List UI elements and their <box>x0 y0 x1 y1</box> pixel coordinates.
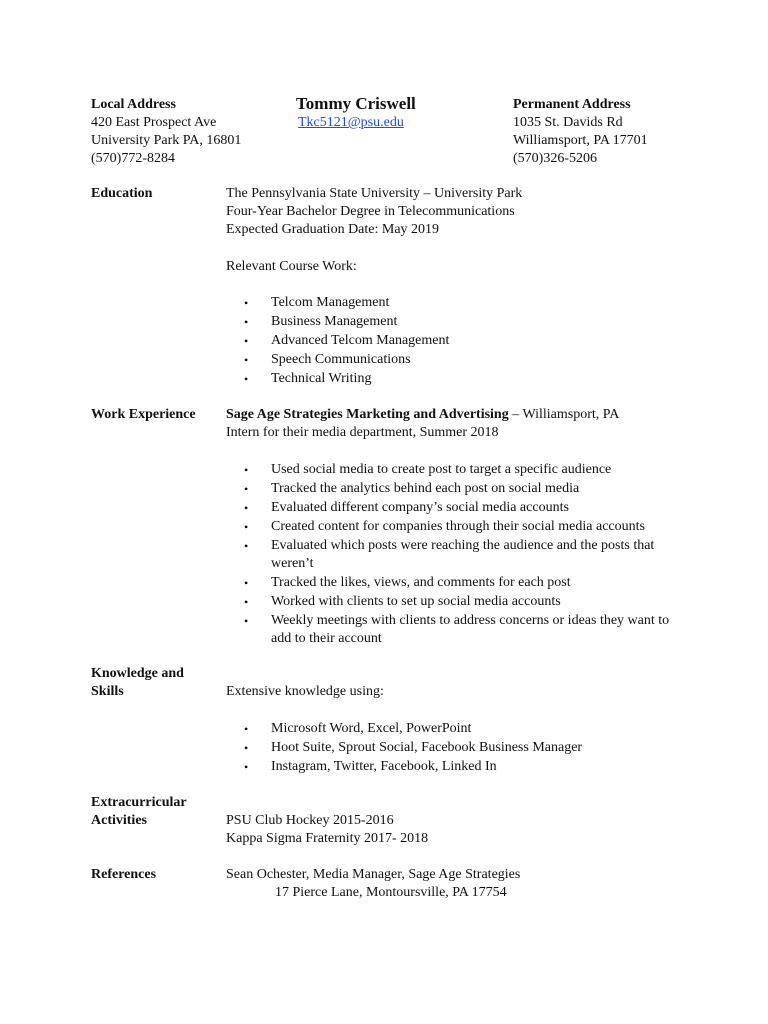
email-link[interactable]: Tkc5121@psu.edu <box>298 115 404 130</box>
local-address-street: 420 East Prospect Ave <box>91 115 217 130</box>
skill-item: Microsoft Word, Excel, PowerPoint <box>271 721 472 736</box>
education-graduation: Expected Graduation Date: May 2019 <box>226 222 440 237</box>
list-bullet: • <box>244 482 249 496</box>
skills-intro: Extensive knowledge using: <box>226 684 384 699</box>
applicant-name: Tommy Criswell <box>296 94 416 113</box>
permanent-address-label: Permanent Address <box>513 97 631 112</box>
course-item: Advanced Telcom Management <box>271 333 450 348</box>
duty-item: Worked with clients to set up social media accounts <box>271 594 561 609</box>
course-item: Technical Writing <box>271 371 372 386</box>
list-bullet: • <box>244 353 249 367</box>
local-address-label: Local Address <box>91 97 176 112</box>
extracurricular-heading-line2: Activities <box>91 813 147 828</box>
reference-contact: Sean Ochester, Media Manager, Sage Age Strategies <box>226 867 521 882</box>
work-location: – Williamsport, PA <box>508 407 620 422</box>
skill-item: Hoot Suite, Sprout Social, Facebook Business Manager <box>271 740 583 755</box>
duty-item: Tracked the analytics behind each post on social media <box>271 481 580 496</box>
permanent-address-street: 1035 St. Davids Rd <box>513 115 623 130</box>
list-bullet: • <box>244 614 249 628</box>
references-heading: References <box>91 867 157 882</box>
education-heading: Education <box>91 186 153 201</box>
local-address-city: University Park PA, 16801 <box>91 133 242 148</box>
list-bullet: • <box>244 463 249 477</box>
list-bullet: • <box>244 372 249 386</box>
duty-item: Evaluated which posts were reaching the audience and the posts that weren’t <box>271 538 655 571</box>
skills-heading-line1: Knowledge and <box>91 666 184 681</box>
work-employer <box>226 406 619 424</box>
list-bullet: • <box>244 595 249 609</box>
duty-item: Evaluated different company’s social media accounts <box>271 500 569 515</box>
list-bullet: • <box>244 520 249 534</box>
course-item: Telcom Management <box>271 295 390 310</box>
work-company: Sage Age Strategies Marketing and Advertising <box>226 407 509 422</box>
course-item: Speech Communications <box>271 352 411 367</box>
activity-item: PSU Club Hockey 2015-2016 <box>226 813 394 828</box>
activity-item: Kappa Sigma Fraternity 2017- 2018 <box>226 831 429 846</box>
list-bullet: • <box>244 576 249 590</box>
list-bullet: • <box>244 722 249 736</box>
list-bullet: • <box>244 315 249 329</box>
local-phone: (570)772-8284 <box>91 151 175 166</box>
education-degree: Four-Year Bachelor Degree in Telecommunications <box>226 204 515 219</box>
reference-address: 17 Pierce Lane, Montoursville, PA 17754 <box>275 885 507 900</box>
extracurricular-heading-line1: Extracurricular <box>91 795 187 810</box>
coursework-label: Relevant Course Work: <box>226 259 357 274</box>
list-bullet: • <box>244 741 249 755</box>
permanent-address-city: Williamsport, PA 17701 <box>513 133 648 148</box>
duty-item: Tracked the likes, views, and comments for each post <box>271 575 571 590</box>
list-bullet: • <box>244 334 249 348</box>
work-role: Intern for their media department, Summer 2018 <box>226 425 499 440</box>
skill-item: Instagram, Twitter, Facebook, Linked In <box>271 759 497 774</box>
permanent-phone: (570)326-5206 <box>513 151 597 166</box>
duty-item: Used social media to create post to target a specific audience <box>271 462 612 477</box>
skills-heading-line2: Skills <box>91 684 124 699</box>
list-bullet: • <box>244 296 249 310</box>
course-item: Business Management <box>271 314 398 329</box>
duty-item: Created content for companies through their social media accounts <box>271 519 645 534</box>
list-bullet: • <box>244 539 249 553</box>
work-heading: Work Experience <box>91 407 196 422</box>
list-bullet: • <box>244 760 249 774</box>
duty-item: Weekly meetings with clients to address concerns or ideas they want to add to their account <box>271 613 670 646</box>
list-bullet: • <box>244 501 249 515</box>
education-school: The Pennsylvania State University – University Park <box>226 186 523 201</box>
